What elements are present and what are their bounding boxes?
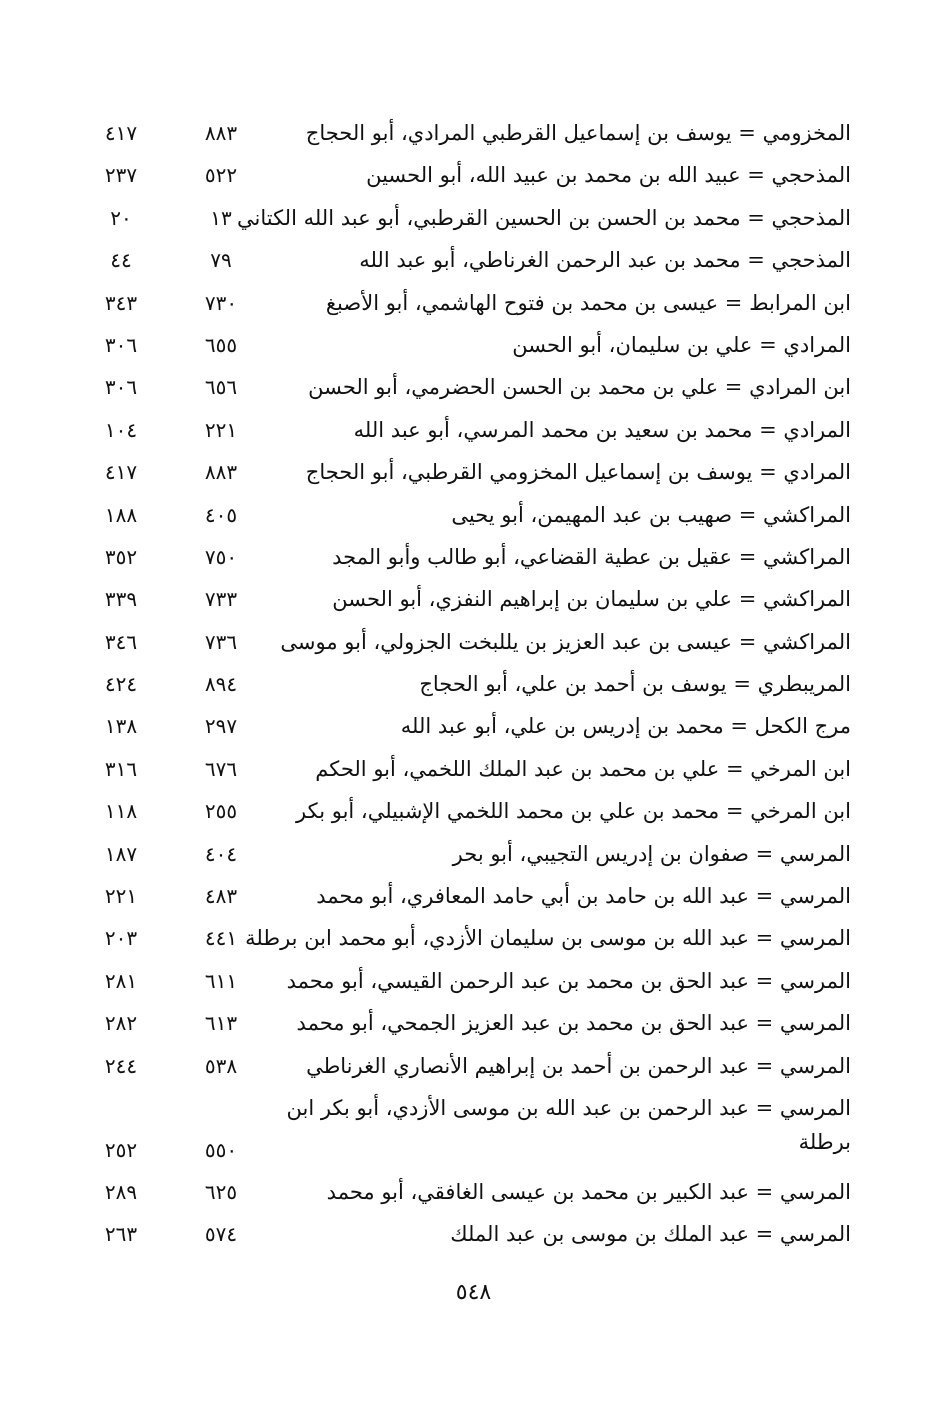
row-name: ابن المرادي = علي بن محمد بن الحسن الحضرمي، أبو الحسن bbox=[308, 375, 851, 400]
row-name: المذحجي = محمد بن الحسن بن الحسين القرطبي، أبو عبد الله الكتاني bbox=[237, 205, 851, 230]
row-name: المرسي = عبد الرحمن بن أحمد بن إبراهيم الأنصاري الغرناطي bbox=[306, 1053, 851, 1078]
row-page-number: ١٣٨ bbox=[104, 714, 138, 739]
row-name: المريبطري = يوسف بن أحمد بن علي، أبو الحجاج bbox=[419, 672, 851, 697]
table-row bbox=[0, 112, 947, 154]
row-entry-number: ٥٢٢ bbox=[204, 163, 238, 188]
table-row bbox=[0, 790, 947, 832]
table-row bbox=[0, 409, 947, 451]
row-entry-number: ٧٩ bbox=[210, 248, 232, 273]
row-page-number: ١٨٨ bbox=[104, 502, 138, 527]
row-entry-number: ٤٨٣ bbox=[204, 884, 238, 909]
row-entry-number: ٦٧٦ bbox=[204, 756, 238, 781]
table-row bbox=[0, 324, 947, 366]
table-row bbox=[0, 366, 947, 408]
row-name: ابن المرخي = محمد بن علي بن محمد اللخمي الإشبيلي، أبو بكر bbox=[296, 799, 851, 824]
row-page-number: ٢٢١ bbox=[104, 884, 138, 909]
row-page-number: ٣٥٢ bbox=[104, 544, 138, 569]
row-page-number: ١٨٧ bbox=[104, 841, 138, 866]
row-page-number: ٤٤ bbox=[110, 248, 132, 273]
row-entry-number: ٦٢٥ bbox=[204, 1179, 238, 1204]
row-name: المرسي = عبد الله بن موسى بن سليمان الأزدي، أبو محمد ابن برطلة bbox=[245, 926, 851, 951]
table-row bbox=[0, 239, 947, 281]
table-row bbox=[0, 917, 947, 959]
table-row bbox=[0, 833, 947, 875]
row-entry-number: ٦٥٦ bbox=[204, 375, 238, 400]
row-entry-number: ٧٣٣ bbox=[204, 587, 238, 612]
row-name: المراكشي = عيسى بن عبد العزيز بن يللبخت الجزولي، أبو موسى bbox=[280, 629, 851, 654]
row-name: المراكشي = علي بن سليمان بن إبراهيم النفزي، أبو الحسن bbox=[332, 587, 851, 612]
table-row bbox=[0, 197, 947, 239]
table-row bbox=[0, 1002, 947, 1044]
row-name: المرادي = يوسف بن إسماعيل المخزومي القرطبي، أبو الحجاج bbox=[305, 460, 851, 485]
row-name: ابن المرخي = علي بن محمد بن عبد الملك اللخمي، أبو الحكم bbox=[315, 756, 851, 781]
table-row bbox=[0, 663, 947, 705]
row-entry-number: ٦١٣ bbox=[204, 1011, 238, 1036]
table-row bbox=[0, 621, 947, 663]
row-name: المرسي = عبد الرحمن بن عبد الله بن موسى الأزدي، أبو بكر ابن برطلة bbox=[286, 1095, 851, 1154]
row-page-number: ٣٣٩ bbox=[104, 587, 138, 612]
table-row bbox=[0, 1045, 947, 1087]
row-page-number: ٤٢٤ bbox=[104, 672, 138, 697]
page-number: ٥٤٨ bbox=[455, 1280, 492, 1305]
row-name: المراكشي = صهيب بن عبد المهيمن، أبو يحيى bbox=[451, 502, 851, 527]
row-entry-number: ٥٣٨ bbox=[204, 1053, 238, 1078]
row-page-number: ١١٨ bbox=[104, 799, 138, 824]
table-row bbox=[0, 282, 947, 324]
table-row bbox=[0, 748, 947, 790]
row-page-number: ٢٦٣ bbox=[104, 1222, 138, 1247]
row-name: المرسي = عبد الحق بن محمد بن عبد الرحمن القيسي، أبو محمد bbox=[286, 968, 851, 993]
row-entry-number: ٦٥٥ bbox=[204, 332, 238, 357]
row-page-number: ١٠٤ bbox=[104, 417, 138, 442]
row-entry-number: ٧٣٠ bbox=[204, 290, 238, 315]
index-table bbox=[0, 112, 947, 1256]
row-name: المذحجي = محمد بن عبد الرحمن الغرناطي، أبو عبد الله bbox=[359, 248, 851, 273]
row-entry-number: ٤٠٤ bbox=[204, 841, 238, 866]
table-row bbox=[0, 494, 947, 536]
row-entry-number: ٥٥٠ bbox=[204, 1137, 238, 1162]
row-name: المرسي = عبد الله بن حامد بن أبي حامد المعافري، أبو محمد bbox=[316, 884, 851, 909]
table-row bbox=[0, 154, 947, 196]
table-row bbox=[0, 1213, 947, 1255]
row-entry-number: ٨٩٤ bbox=[204, 672, 238, 697]
row-page-number: ٣١٦ bbox=[104, 756, 138, 781]
table-row bbox=[0, 875, 947, 917]
row-page-number: ٢٨١ bbox=[104, 968, 138, 993]
row-name: المرادي = علي بن سليمان، أبو الحسن bbox=[512, 332, 851, 357]
table-row bbox=[0, 536, 947, 578]
row-page-number: ٢٠٣ bbox=[104, 926, 138, 951]
row-name: المرسي = عبد الكبير بن محمد بن عيسى الغافقي، أبو محمد bbox=[326, 1179, 851, 1204]
row-entry-number: ٥٧٤ bbox=[204, 1222, 238, 1247]
table-row bbox=[0, 705, 947, 747]
row-page-number: ٣٠٦ bbox=[104, 375, 138, 400]
table-row bbox=[0, 1171, 947, 1213]
row-name: ابن المرابط = عيسى بن محمد بن فتوح الهاشمي، أبو الأصبغ bbox=[325, 290, 851, 315]
row-name: مرج الكحل = محمد بن إدريس بن علي، أبو عبد الله bbox=[400, 714, 851, 739]
table-row bbox=[0, 578, 947, 620]
row-entry-number: ١٣ bbox=[210, 205, 232, 230]
row-name: المرسي = عبد الحق بن محمد بن عبد العزيز الجمحي، أبو محمد bbox=[296, 1011, 851, 1036]
row-entry-number: ٤٠٥ bbox=[204, 502, 238, 527]
table-row bbox=[0, 451, 947, 493]
row-name: المذحجي = عبيد الله بن محمد بن عبيد الله، أبو الحسين bbox=[366, 163, 851, 188]
row-page-number: ٣٤٣ bbox=[104, 290, 138, 315]
row-page-number: ٤١٧ bbox=[104, 460, 138, 485]
row-page-number: ٢٨٩ bbox=[104, 1179, 138, 1204]
row-entry-number: ٤٤١ bbox=[204, 926, 238, 951]
row-name: المراكشي = عقيل بن عطية القضاعي، أبو طالب وأبو المجد bbox=[332, 544, 851, 569]
row-name: المرسي = عبد الملك بن موسى بن عبد الملك bbox=[450, 1222, 851, 1247]
row-name: المخزومي = يوسف بن إسماعيل القرطبي المرادي، أبو الحجاج bbox=[305, 121, 851, 145]
row-page-number: ٢٤٤ bbox=[104, 1053, 138, 1078]
row-page-number: ٤١٧ bbox=[104, 121, 138, 145]
row-page-number: ٢٥٢ bbox=[104, 1137, 138, 1162]
row-page-number: ٣٠٦ bbox=[104, 332, 138, 357]
row-entry-number: ٨٨٣ bbox=[204, 460, 238, 485]
row-name: المرادي = محمد بن سعيد بن محمد المرسي، أبو عبد الله bbox=[353, 417, 851, 442]
row-entry-number: ٨٨٣ bbox=[204, 121, 238, 145]
row-entry-number: ٧٣٦ bbox=[204, 629, 238, 654]
row-entry-number: ٢٢١ bbox=[204, 417, 238, 442]
row-entry-number: ٦١١ bbox=[204, 968, 238, 993]
row-entry-number: ٢٩٧ bbox=[204, 714, 238, 739]
row-page-number: ٢٨٢ bbox=[104, 1011, 138, 1036]
row-name: المرسي = صفوان بن إدريس التجيبي، أبو بحر bbox=[452, 841, 851, 866]
row-page-number: ٣٤٦ bbox=[104, 629, 138, 654]
row-page-number: ٢٣٧ bbox=[104, 163, 138, 188]
row-entry-number: ٧٥٠ bbox=[204, 544, 238, 569]
table-row bbox=[0, 1087, 947, 1171]
row-page-number: ٢٠ bbox=[110, 205, 132, 230]
row-entry-number: ٢٥٥ bbox=[204, 799, 238, 824]
table-row bbox=[0, 960, 947, 1002]
